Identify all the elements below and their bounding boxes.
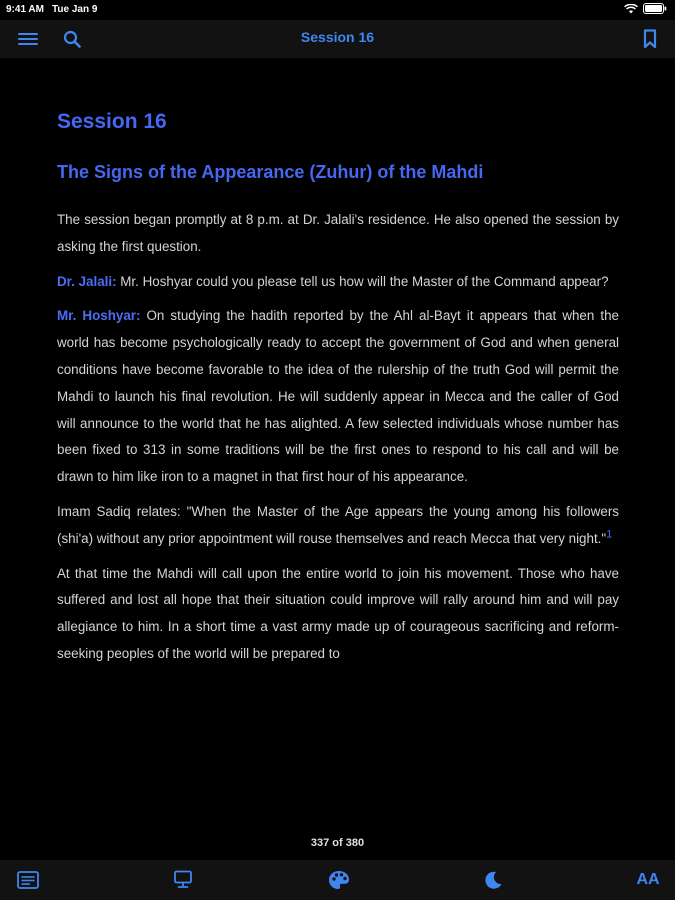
- footnote-link[interactable]: 1: [606, 528, 613, 541]
- contents-button[interactable]: [16, 869, 40, 891]
- palette-icon: [328, 870, 350, 890]
- status-date: Tue Jan 9: [52, 4, 98, 15]
- paragraph-text: Imam Sadiq relates: "When the Master of the Age appears the young among his followers (shi'a) without any prior appointment will rouse themselves and reach Mecca that very night.": [57, 503, 619, 546]
- page-title: Session 16: [300, 29, 375, 45]
- reader-content: [57, 110, 619, 676]
- page-indicator: 337 of 380: [310, 837, 365, 849]
- theme-button[interactable]: [327, 869, 351, 891]
- speaker-name: Mr. Hoshyar:: [57, 308, 141, 324]
- battery-icon: [643, 3, 667, 14]
- paragraph-text: The session began promptly at 8 p.m. at Dr. Jalali's residence. He also opened the session by asking the first question.: [57, 212, 619, 254]
- font-size-button[interactable]: [633, 869, 663, 891]
- monitor-icon: [173, 870, 193, 890]
- font-size-label: AA: [636, 871, 660, 888]
- chapter-title: The Signs of the Appearance (Zuhur) of the Mahdi: [57, 162, 484, 182]
- paragraph: [57, 303, 619, 491]
- paragraph: [57, 499, 619, 553]
- paragraph-text: On studying the hadith reported by the Ahl al-Bayt it appears that when the world has become psychologically ready to accept the government of God and when general conditions have become favorable to the idea of the rulership of the truth God will permit the Mahdi to launch his final revolution. He will suddenly appear in Mecca and the caller of God will announce to the world that he has alighted. A few selected individuals whose number has been fixed to 313 in some traditions will be the first ones to respond to his call and will be drawn to him like iron to a magnet in that first hour of his appearance.: [57, 308, 619, 485]
- contents-icon: [17, 871, 39, 889]
- top-navigation-bar: [0, 20, 675, 58]
- session-heading: Session 16: [57, 110, 167, 133]
- paragraph: [57, 269, 619, 296]
- bottom-toolbar: [0, 860, 675, 900]
- bookmark-button[interactable]: [638, 28, 662, 50]
- status-bar: [0, 0, 675, 20]
- speaker-name: Dr. Jalali:: [57, 273, 117, 289]
- night-mode-button[interactable]: [481, 869, 505, 891]
- presentation-button[interactable]: [171, 869, 195, 891]
- paragraph: [57, 561, 619, 668]
- status-icons: [624, 3, 667, 14]
- paragraph-text: Mr. Hoshyar could you please tell us how will the Master of the Command appear?: [116, 273, 609, 289]
- paragraph: [57, 207, 619, 261]
- moon-icon: [483, 870, 503, 890]
- paragraph-text: At that time the Mahdi will call upon the entire world to join his movement. Those who have suffered and lost all hope that their situation could improve will rally around him and will pay allegiance to him. In a short time a vast army made up of courageous sacrificing and reform-seeking peoples of the world will be prepared to: [57, 565, 619, 661]
- wifi-icon: [624, 4, 638, 14]
- status-time: 9:41 AM: [6, 4, 44, 15]
- bookmark-icon: [643, 29, 657, 49]
